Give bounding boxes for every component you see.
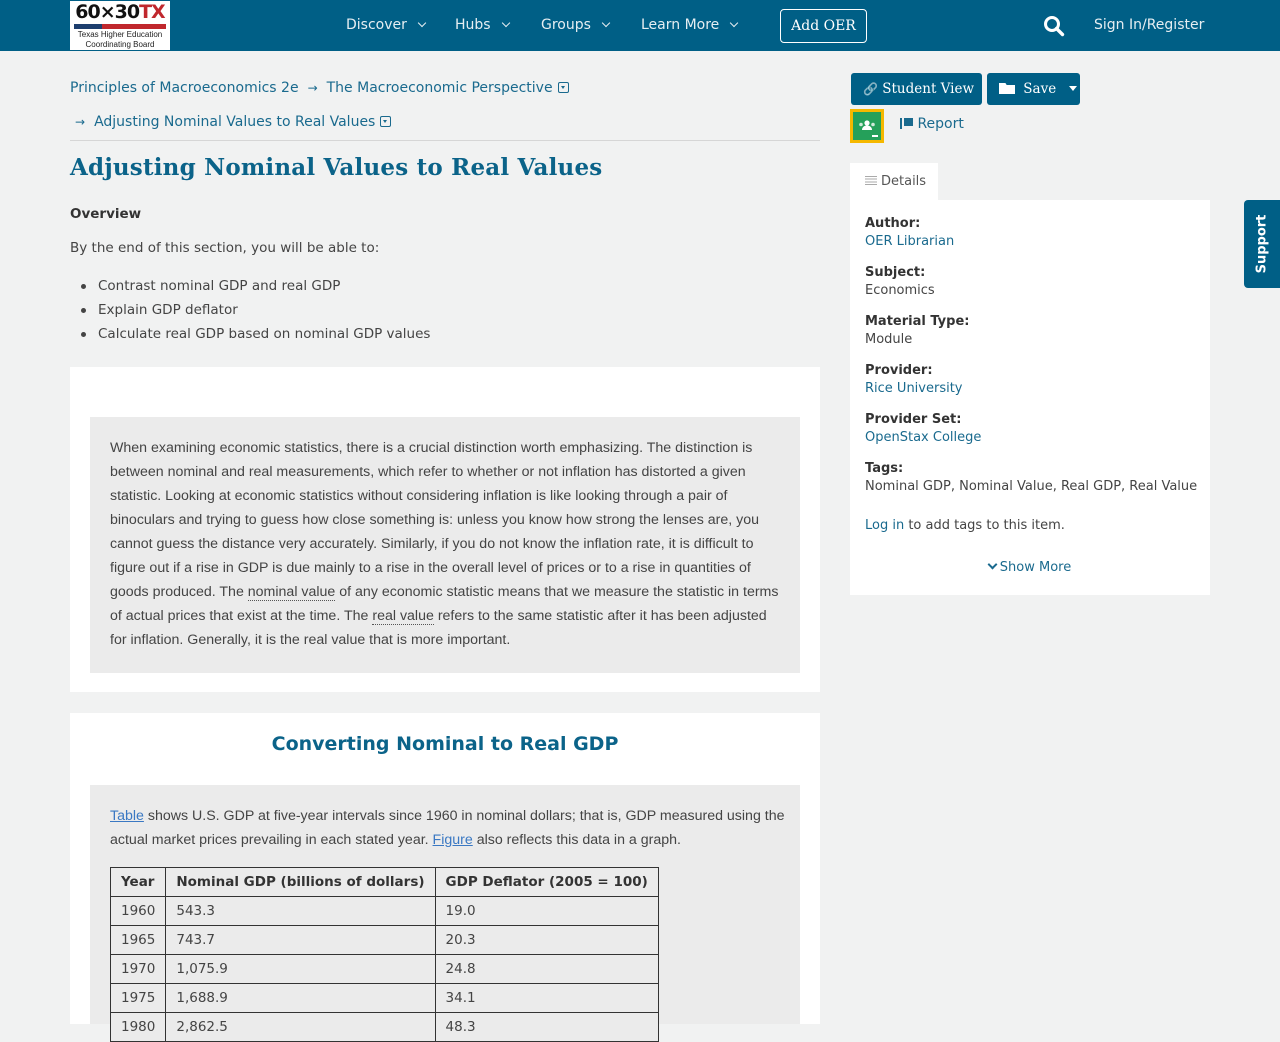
tags-value: Nominal GDP, Nominal Value, Real GDP, Real Value	[865, 479, 1198, 494]
column-header-gdp-deflator: GDP Deflator (2005 = 100)	[435, 868, 658, 897]
nav-learn-more[interactable]	[641, 0, 737, 51]
detail-material-type	[865, 313, 969, 349]
chevron-down-icon	[602, 19, 610, 27]
column-header-nominal-gdp: Nominal GDP (billions of dollars)	[166, 868, 435, 897]
cell-nominal-gdp: 743.7	[166, 926, 435, 955]
breadcrumb-divider	[70, 140, 820, 141]
table-row	[111, 984, 659, 1013]
cell-deflator: 24.8	[435, 955, 658, 984]
caret-down-icon	[1069, 86, 1077, 91]
login-to-tag-line: Log in to add tags to this item.	[865, 518, 1065, 533]
author-link[interactable]: OER Librarian	[865, 234, 955, 249]
logo-subtitle-line2: Coordinating Board	[85, 40, 155, 49]
detail-subject	[865, 264, 935, 300]
google-classroom-icon	[853, 112, 881, 140]
intro-paragraph: When examining economic statistics, there is a crucial distinction worth emphasizing. The distinction is between nominal and real measurements, which refer to whether or not inflation has distorted a given statistic. Looking at economic statistics without considering inflation is like looking through a pair of binoculars and trying to guess how close something is: unless you know how strong the lenses are, you cannot guess the distance very accurately. Similarly, if you do not know the inflation rate, it is difficult to figure out if a rise in GDP is due mainly to a rise in the overall level of prices or to a rise in quantities of goods produced. The nominal value of any economic statistic means that we measure the statistic in terms of actual prices that exist at the time. The real value refers to the same statistic after it has been adjusted for inflation. Generally, it is the real value that is more important.	[110, 440, 779, 648]
site-logo[interactable]	[70, 1, 170, 50]
cell-deflator: 19.0	[435, 897, 658, 926]
figure-link[interactable]: Figure	[432, 832, 473, 848]
column-header-year: Year	[111, 868, 166, 897]
intro-content-panel	[70, 367, 820, 692]
learning-objectives-list	[98, 278, 430, 350]
link-icon: 🔗	[863, 82, 878, 96]
detail-tags	[865, 460, 1197, 496]
provider-set-link[interactable]: OpenStax College	[865, 430, 982, 445]
detail-provider	[865, 362, 963, 398]
cell-year: 1960	[111, 897, 166, 926]
table-row	[111, 955, 659, 984]
detail-provider-set	[865, 411, 981, 447]
detail-label: Provider Set:	[865, 412, 962, 427]
logo-flag-stripe	[74, 24, 166, 29]
intro-text-block	[90, 417, 800, 673]
logo-subtitle-line1: Texas Higher Education	[77, 30, 163, 39]
breadcrumb-chapter[interactable]: The Macroeconomic Perspective	[326, 80, 553, 96]
dropdown-caret-icon[interactable]	[558, 82, 569, 93]
glossary-term-nominal-value[interactable]: nominal value	[247, 584, 336, 600]
student-view-label: Student View	[882, 81, 975, 97]
detail-value: Economics	[865, 283, 935, 298]
cell-deflator: 48.3	[435, 1013, 658, 1042]
table-header-row	[111, 868, 659, 897]
breadcrumb-separator: →	[307, 81, 318, 95]
detail-label: Author:	[865, 216, 921, 231]
cell-deflator: 20.3	[435, 926, 658, 955]
table-row	[111, 1013, 659, 1042]
nav-groups-label: Groups	[541, 17, 591, 33]
table-row	[111, 926, 659, 955]
objective-item: Explain GDP deflator	[98, 302, 430, 326]
nav-hubs-label: Hubs	[455, 17, 491, 33]
support-tab[interactable]	[1244, 200, 1280, 288]
chevron-down-icon	[501, 19, 509, 27]
section-heading: Converting Nominal to Real GDP	[271, 733, 619, 755]
breadcrumb-book[interactable]: Principles of Macroeconomics 2e	[70, 80, 299, 96]
cell-nominal-gdp: 2,862.5	[166, 1013, 435, 1042]
detail-label: Provider:	[865, 363, 933, 378]
converting-text-block	[90, 785, 800, 1035]
nav-groups[interactable]	[541, 0, 609, 51]
chevron-down-icon	[987, 560, 997, 570]
cell-nominal-gdp: 1,688.9	[166, 984, 435, 1013]
objective-item: Calculate real GDP based on nominal GDP values	[98, 326, 430, 350]
overview-heading: Overview	[70, 206, 142, 222]
detail-label: Subject:	[865, 265, 926, 280]
breadcrumb-section[interactable]: Adjusting Nominal Values to Real Values	[94, 114, 376, 130]
report-link[interactable]	[900, 116, 964, 132]
show-more-label: Show More	[999, 560, 1072, 575]
flag-icon	[900, 118, 913, 129]
nav-discover[interactable]	[346, 0, 425, 51]
cell-deflator: 34.1	[435, 984, 658, 1013]
objectives-intro: By the end of this section, you will be able to:	[70, 240, 380, 256]
student-view-button[interactable]	[851, 73, 982, 105]
page-title: Adjusting Nominal Values to Real Values	[70, 154, 603, 181]
show-more-button[interactable]	[850, 560, 1210, 575]
detail-author	[865, 215, 954, 251]
gdp-table	[110, 867, 659, 1042]
glossary-term-real-value[interactable]: real value	[372, 608, 434, 624]
top-navigation-bar	[0, 0, 1280, 51]
converting-paragraph: Table shows U.S. GDP at five-year intervals since 1960 in nominal dollars; that is, GDP measured using the actual market prices prevailing in each stated year. Figure also reflects this data in a graph.	[110, 808, 785, 848]
cell-year: 1970	[111, 955, 166, 984]
save-label: Save	[1023, 81, 1057, 97]
chevron-down-icon	[730, 19, 738, 27]
folder-open-icon	[999, 83, 1015, 94]
cell-year: 1975	[111, 984, 166, 1013]
cell-nominal-gdp: 543.3	[166, 897, 435, 926]
details-panel	[850, 200, 1210, 595]
cell-nominal-gdp: 1,075.9	[166, 955, 435, 984]
login-link[interactable]: Log in	[865, 518, 905, 533]
tab-details[interactable]	[850, 163, 938, 200]
cell-year: 1965	[111, 926, 166, 955]
nav-hubs[interactable]	[455, 0, 509, 51]
cell-year: 1980	[111, 1013, 166, 1042]
add-oer-button[interactable]: Add OER	[780, 9, 867, 43]
sign-in-register-link[interactable]: Sign In/Register	[1094, 17, 1205, 33]
nav-discover-label: Discover	[346, 17, 407, 33]
report-label: Report	[917, 116, 964, 132]
breadcrumb	[70, 76, 820, 134]
save-button[interactable]	[987, 73, 1080, 105]
breadcrumb-separator: →	[75, 115, 86, 129]
google-classroom-share-button[interactable]	[850, 109, 884, 143]
detail-label: Material Type:	[865, 314, 970, 329]
search-icon[interactable]	[1043, 15, 1065, 37]
details-tab-label: Details	[881, 174, 927, 189]
list-icon	[865, 176, 877, 185]
nav-learn-more-label: Learn More	[641, 17, 720, 33]
logo-wordmark: 60×30TX	[75, 1, 165, 23]
detail-value: Module	[865, 332, 913, 347]
objective-item: Contrast nominal GDP and real GDP	[98, 278, 430, 302]
converting-section-panel	[70, 713, 820, 1035]
support-label: Support	[1254, 214, 1270, 274]
table-row	[111, 897, 659, 926]
dropdown-caret-icon[interactable]	[380, 116, 391, 127]
chevron-down-icon	[418, 19, 426, 27]
provider-link[interactable]: Rice University	[865, 381, 963, 396]
detail-label: Tags:	[865, 461, 904, 476]
table-link[interactable]: Table	[110, 808, 144, 824]
